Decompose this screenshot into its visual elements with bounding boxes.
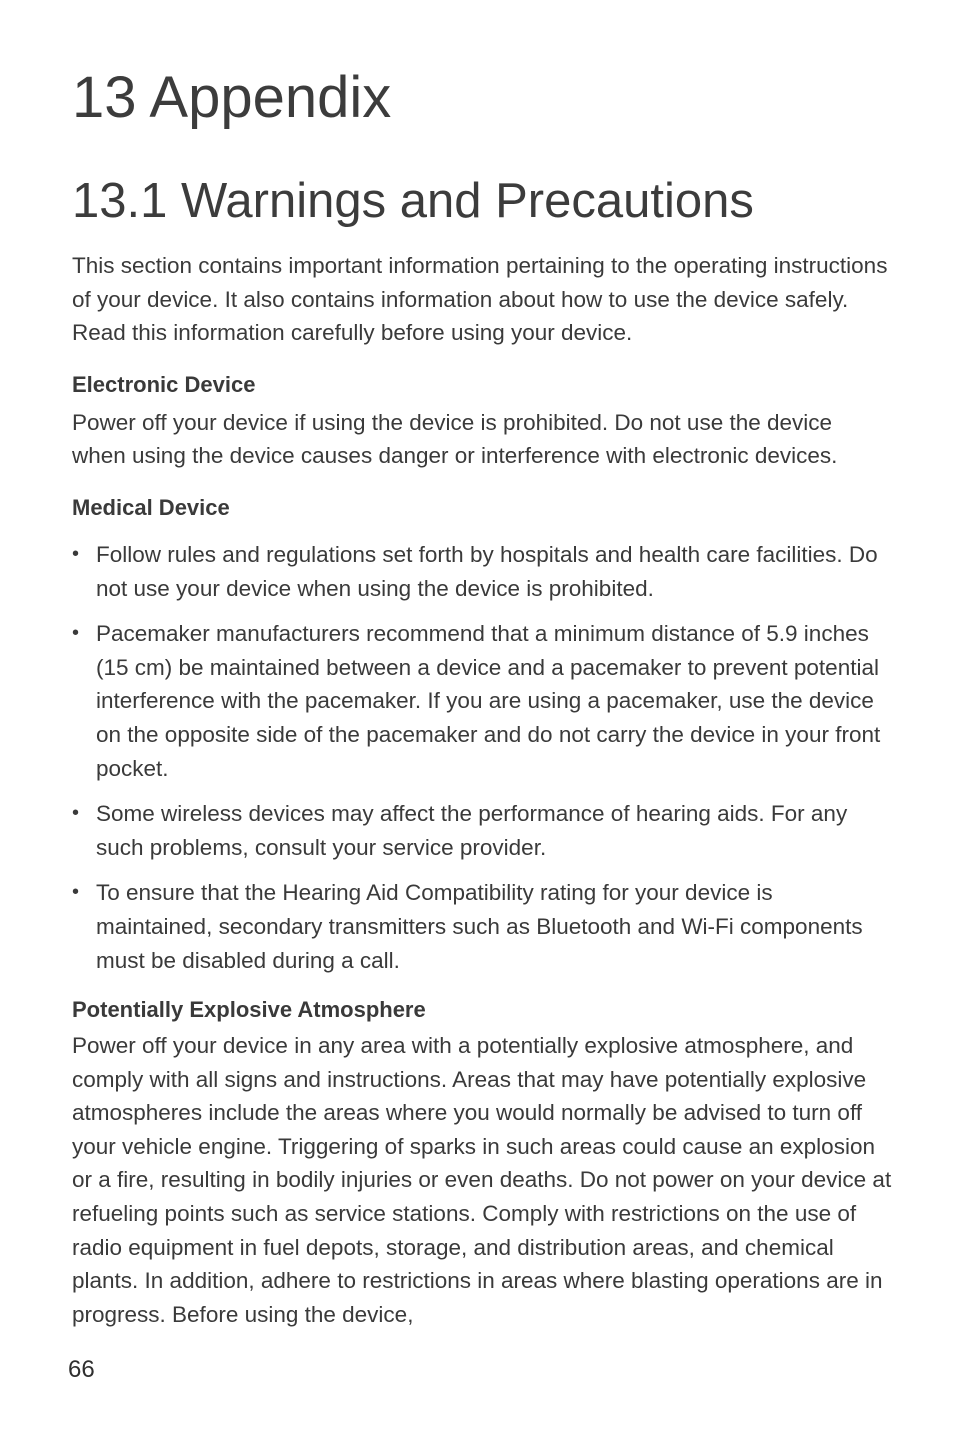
list-item-text: To ensure that the Hearing Aid Compatibility rating for your device is maintained, secondary transmitters such as Bluetooth and Wi-Fi components must be disabled during a call. — [96, 880, 863, 973]
electronic-device-heading: Electronic Device — [72, 371, 256, 397]
list-item-text: Some wireless devices may affect the performance of hearing aids. For any such problems, consult your service provider. — [96, 801, 848, 860]
list-item-text: Pacemaker manufacturers recommend that a minimum distance of 5.9 inches (15 cm) be maintained between a device and a pacemaker to prevent potential interference with the pacemaker. If you are using a pacemaker, use the device on the opposite side of the pacemaker and do not carry the device in your front pocket. — [96, 621, 881, 781]
electronic-device-paragraph: Power off your device if using the device is prohibited. Do not use the device when using the device causes danger or interference with electronic devices. — [72, 409, 838, 469]
page-number: 66 — [68, 1356, 95, 1383]
bullet-icon: • — [72, 881, 80, 904]
explosive-atmosphere-paragraph: Power off your device in any area with a potentially explosive atmosphere, and comply with all signs and instructions. Areas that may have potentially explosive atmospheres include the areas where you would normally be advised to turn off your vehicle engine. Triggering of sparks in such areas could cause an explosion or a fire, resulting in bodily injuries or even deaths. Do not power on your device at refueling points such as service stations. Comply with restrictions on the use of radio equipment in fuel depots, storage, and distribution areas, and chemical plants. In addition, adhere to restrictions in areas where blasting operations are in progress. Before using the device, — [72, 1033, 892, 1327]
list-item — [72, 876, 892, 977]
list-item — [72, 538, 892, 605]
medical-device-list — [72, 538, 892, 977]
list-item — [72, 617, 892, 785]
bullet-icon: • — [72, 802, 80, 825]
intro-paragraph: This section contains important information pertaining to the operating instructions of your device. It also contains information about how to use the device safely. Read this information carefully before using your device. — [72, 253, 888, 346]
bullet-icon: • — [72, 542, 80, 565]
bullet-icon: • — [72, 622, 80, 645]
explosive-atmosphere-heading: Potentially Explosive Atmosphere — [72, 997, 426, 1023]
chapter-title: 13 Appendix — [72, 65, 392, 130]
list-item — [72, 797, 892, 864]
list-item-text: Follow rules and regulations set forth by hospitals and health care facilities. Do not use your device when using the device is prohibited. — [96, 541, 878, 601]
medical-device-heading: Medical Device — [72, 494, 230, 520]
section-title: 13.1 Warnings and Precautions — [72, 174, 754, 228]
page-content — [72, 249, 892, 1331]
